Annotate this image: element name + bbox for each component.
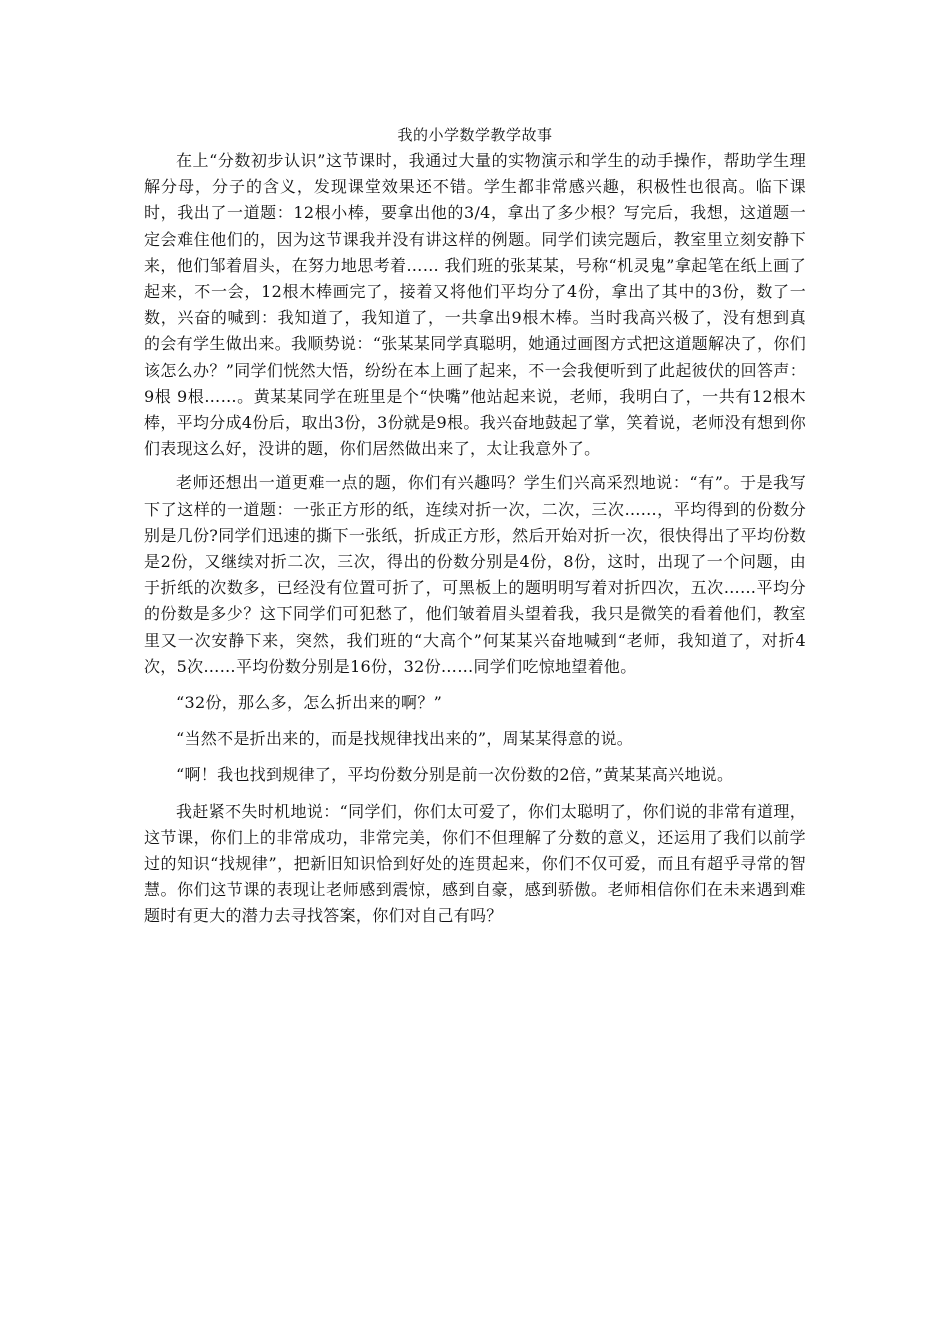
paragraph-5: “啊！我也找到规律了，平均份数分别是前一次份数的2倍，”黄某某高兴地说。 <box>176 765 734 785</box>
paragraph-1: 在上“分数初步认识”这节课时，我通过大量的实物演示和学生的动手操作，帮助学生理解分母，分子的含义，发现课堂效果还不错。学生都非常感兴趣，积极性也很高。临下课时，我出了一道题：12根小棒，要拿出他的3/4，拿出了多少根？写完后，我想，这道题一定会难住他们的，因为这节课我并没有讲这样的例题。同学们读完题后，教室里立刻安静下来，他们邹着眉头，在努力地思考着…… 我们班的张某某，号称“机灵鬼”拿起笔在纸上画了起来，不一会，12根木棒画完了，接着又将他们平均分了4份，拿出了其中的3份，数了一数，兴奋的喊到：我知道了，我知道了，一共拿出9根木棒。当时我高兴极了，没有想到真的会有学生做出来。我顺势说：“张某某同学真聪明，她通过画图方式把这道题解决了，你们该怎么办？”同学们恍然大悟，纷纷在本上画了起来，不一会我便听到了此起彼伏的回答声：9根 9根……。黄某某同学在班里是个“快嘴”他站起来说，老师，我明白了，一共有12根木棒，平均分成4份后，取出3份，3份就是9根。我兴奋地鼓起了掌，笑着说，老师没有想到你们表现这么好，没讲的题，你们居然做出来了，太让我意外了。 <box>144 151 806 459</box>
document-body <box>144 148 806 930</box>
paragraph-4: “当然不是折出来的，而是找规律找出来的”，周某某得意的说。 <box>176 729 634 749</box>
paragraph-2: 老师还想出一道更难一点的题，你们有兴趣吗？学生们兴高采烈地说：“有”。于是我写下了这样的一道题：一张正方形的纸，连续对折一次，二次，三次…...，平均得到的份数分别是几份?同学们迅速的撕下一张纸，折成正方形，然后开始对折一次，很快得出了平均份数是2份，又继续对折二次，三次，得出的份数分别是4份，8份，这时，出现了一个问题，由于折纸的次数多，已经没有位置可折了，可黑板上的题明明写着对折四次，五次……平均分的份数是多少？这下同学们可犯愁了，他们皱着眉头望着我，我只是微笑的看着他们，教室里又一次安静下来，突然，我们班的“大高个”何某某兴奋地喊到“老师，我知道了，对折4次，5次……平均份数分别是16份，32份……同学们吃惊地望着他。 <box>144 473 806 676</box>
paragraph-3: “32份，那么多，怎么折出来的啊？” <box>176 693 443 713</box>
document-title: 我的小学数学教学故事 <box>397 126 553 144</box>
paragraph-6: 我赶紧不失时机地说：“同学们，你们太可爱了，你们太聪明了，你们说的非常有道理，这节课，你们上的非常成功，非常完美，你们不但理解了分数的意义，还运用了我们以前学过的知识“找规律”，把新旧知识恰到好处的连贯起来，你们不仅可爱，而且有超乎寻常的智慧。你们这节课的表现让老师感到震惊，感到自豪，感到骄傲。老师相信你们在未来遇到难题时有更大的潜力去寻找答案，你们对自己有吗？ <box>144 801 806 926</box>
